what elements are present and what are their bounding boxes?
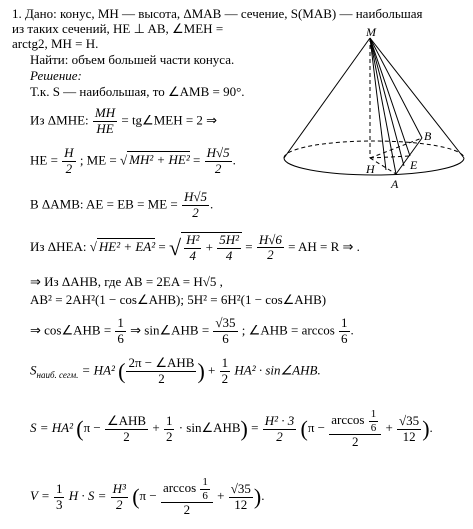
- fraction-den: 3: [55, 496, 63, 512]
- fraction-den: 6: [222, 330, 229, 346]
- l3-b: ; ME =: [79, 152, 117, 168]
- l3-d: =: [193, 152, 201, 168]
- l4-prefix: В ΔAMB: AE = EB = ME =: [30, 196, 178, 212]
- l9-sub: наиб. сегм.: [36, 370, 79, 381]
- base-back-arc: [284, 141, 464, 158]
- fraction-num: MH: [94, 105, 116, 120]
- segment-extra-2: [370, 38, 404, 166]
- fraction-h2x3-2: [263, 414, 297, 445]
- fraction-den: 6: [370, 421, 377, 434]
- fraction-1-2: [220, 356, 231, 387]
- fraction-1-2b: [164, 414, 175, 445]
- solution-line-9: [30, 356, 321, 387]
- cone-left-generatrix: [284, 38, 370, 158]
- dot: .: [232, 152, 236, 168]
- fraction-num: √35: [215, 315, 236, 330]
- fraction-num: [329, 408, 381, 435]
- plus: +: [152, 420, 160, 436]
- lpar: (: [76, 416, 84, 442]
- fraction-den: 4: [225, 247, 233, 263]
- fraction-sqrt35-12b: [229, 482, 253, 513]
- solution-line-5: [30, 232, 360, 264]
- fraction-sqrt35-12: [397, 414, 421, 445]
- problem-line-2: из таких сечений, HE ⊥ AB, ∠MEH =: [12, 21, 224, 36]
- lpar: (: [132, 484, 140, 510]
- segment-he: [370, 156, 410, 158]
- l2-rest: = tg∠MEH = 2 ⇒: [121, 112, 218, 128]
- fraction-num: 1: [341, 315, 348, 330]
- l8-c: ; ∠AHB = arccos: [241, 322, 335, 338]
- fraction-num: H: [64, 145, 74, 160]
- l5-prefix: Из ΔHEA:: [30, 238, 87, 254]
- fraction-den: 12: [234, 496, 248, 512]
- segment-mb: [370, 38, 422, 138]
- solution-line-7: AB² = 2AH²(1 − cos∠AHB); 5H² = 6H²(1 − cos∠AHB): [30, 292, 327, 307]
- fraction-5h2-4: [217, 233, 241, 264]
- fraction-den: 6: [202, 489, 208, 502]
- segment-extra-1: [370, 38, 386, 170]
- fraction-den: 2: [123, 428, 130, 444]
- chord-ab: [396, 138, 422, 174]
- label-m: M: [366, 26, 376, 39]
- rpar: ): [422, 416, 430, 442]
- fraction-num: H² · 3: [264, 412, 295, 428]
- label-h: H: [366, 162, 375, 176]
- sqrt-sign-big: √: [168, 234, 182, 260]
- plus: +: [205, 239, 213, 255]
- fraction-den: 2: [116, 496, 123, 512]
- fraction-den: 2: [351, 434, 359, 450]
- pi-minus: π −: [139, 488, 157, 504]
- l2-prefix: Из ΔMHE:: [30, 112, 89, 128]
- plus: +: [208, 362, 216, 378]
- rpar: ): [240, 416, 248, 442]
- fraction-num: H√5: [206, 145, 230, 160]
- fraction-num: 1: [221, 355, 229, 370]
- eq: =: [158, 238, 166, 254]
- fraction-den: 2: [183, 502, 191, 518]
- fraction-num: H√6: [258, 231, 282, 247]
- fraction-den: 12: [402, 428, 416, 444]
- fraction-hsqrt5-2b: [182, 190, 209, 221]
- fraction-den: 2: [165, 428, 173, 444]
- fraction-num: √35: [230, 480, 251, 496]
- plus: +: [385, 420, 393, 436]
- fraction-num: H√5: [183, 189, 208, 204]
- fraction-num: 1: [370, 408, 377, 420]
- l5-b: = AH = R ⇒ .: [288, 238, 360, 254]
- l9-a: S: [30, 362, 37, 378]
- solution-line-1: Т.к. S — наибольшая, то ∠AMB = 90°.: [30, 84, 245, 99]
- fraction-den: 2: [221, 370, 229, 386]
- eq: =: [251, 420, 259, 436]
- pi-minus: π −: [307, 420, 325, 436]
- solution-line-11: [30, 476, 264, 518]
- l9-b: = HA²: [81, 362, 115, 378]
- sqrt-body: HE² + EA²: [98, 238, 156, 254]
- sqrt-body: MH² + HE²: [129, 152, 190, 168]
- fraction-num: H²: [186, 232, 200, 247]
- arccos: arccos: [162, 480, 197, 496]
- label-a: A: [391, 177, 399, 191]
- fraction-mh-he: [93, 106, 117, 137]
- l8-a: ⇒ cos∠AHB =: [30, 322, 112, 338]
- fraction-hsqrt6-2: [257, 233, 284, 264]
- fraction-num: ∠AHB: [106, 412, 147, 428]
- fraction-den: 2: [192, 204, 199, 220]
- pi-minus: π −: [83, 420, 101, 436]
- fraction-den: 6: [341, 330, 348, 346]
- fraction-1-6b: [339, 316, 350, 347]
- fraction-arccos-2b: [161, 476, 213, 518]
- fraction-num: 1: [165, 412, 173, 428]
- l3-a: HE =: [30, 152, 58, 168]
- fraction-num: 5H²: [219, 232, 239, 247]
- problem-line-1: 1. Дано: конус, MH — высота, ΔMAB — сечение, S(MAB) — наибольшая: [12, 6, 423, 21]
- l11-a: V =: [30, 488, 50, 504]
- sqrt-body-big: [181, 232, 242, 264]
- solution-line-10: [30, 408, 433, 450]
- rpar: ): [197, 358, 205, 384]
- fraction-2pi-ahb: [126, 356, 196, 387]
- l10-a: S = HA²: [30, 420, 73, 436]
- l8-b: ⇒ sin∠AHB =: [130, 322, 210, 338]
- solution-heading: Решение:: [30, 68, 82, 83]
- rpar: ): [253, 484, 262, 510]
- fraction-ahb-2: [105, 414, 148, 445]
- fraction-1-3: [54, 482, 65, 513]
- cone-diagram: [282, 26, 467, 201]
- fraction-num: 1: [55, 480, 63, 496]
- fraction-num: [161, 476, 213, 503]
- fraction-den: 2: [267, 247, 274, 263]
- fraction-h3-2: [111, 482, 128, 513]
- lpar: (: [300, 416, 308, 442]
- fraction-num: 2π − ∠AHB: [128, 355, 195, 370]
- fraction-h-2: [62, 146, 75, 177]
- fraction-den: 6: [117, 330, 124, 346]
- fraction-h2-4: [184, 233, 201, 264]
- fraction-1-6c: [369, 408, 379, 434]
- plus: +: [217, 488, 225, 504]
- sin-ahb: · sin∠AHB: [178, 420, 241, 436]
- solution-line-2: [30, 106, 217, 137]
- fraction-den: 2: [214, 160, 222, 176]
- label-b: B: [424, 129, 432, 143]
- label-e: E: [410, 158, 418, 172]
- arccos: arccos: [331, 412, 365, 428]
- fraction-hsqrt5-2: [205, 146, 232, 177]
- dot: .: [261, 488, 265, 504]
- fraction-arccos-2: [329, 408, 381, 450]
- l11-b: H · S =: [68, 488, 107, 504]
- fraction-den: 2: [65, 160, 73, 176]
- l9-c: HA² · sin∠AHB.: [234, 362, 321, 378]
- fraction-den: 2: [276, 428, 283, 444]
- dot: .: [350, 322, 354, 338]
- fraction-den: HE: [96, 120, 114, 136]
- fraction-sqrt35-6: [213, 316, 237, 347]
- problem-line-4: Найти: объем большей части конуса.: [30, 52, 235, 67]
- problem-line-3: arctg2, MH = H.: [12, 36, 99, 51]
- sqrt-sign: √: [89, 238, 97, 254]
- fraction-num: √35: [399, 412, 420, 428]
- fraction-num: 1: [202, 476, 208, 488]
- solution-line-6: ⇒ Из ΔAHB, где AB = 2EA = H√5 ,: [30, 274, 223, 289]
- fraction-num: 1: [117, 315, 124, 330]
- dot: .: [429, 420, 433, 436]
- segment-me: [370, 38, 410, 156]
- dot: .: [210, 196, 214, 212]
- fraction-den: 2: [158, 370, 165, 386]
- fraction-1-6: [115, 316, 126, 347]
- eq: =: [245, 238, 253, 254]
- solution-line-8: [30, 316, 354, 347]
- solution-line-3: [30, 146, 236, 177]
- segment-ma: [370, 38, 396, 174]
- fraction-num: H³: [112, 480, 126, 496]
- fraction-den: 4: [189, 247, 196, 263]
- fraction-1-6d: [200, 476, 210, 502]
- solution-line-4: [30, 190, 213, 221]
- sqrt-sign: √: [120, 152, 128, 168]
- lpar: (: [118, 358, 126, 384]
